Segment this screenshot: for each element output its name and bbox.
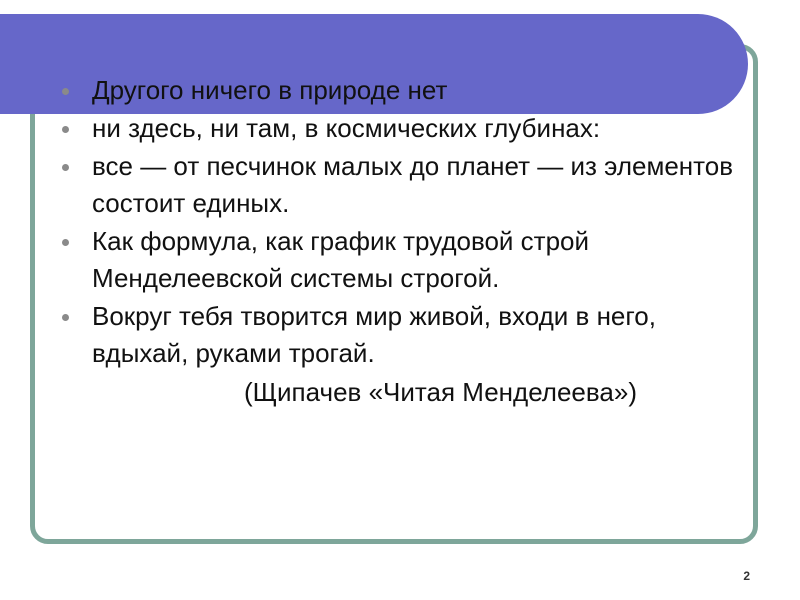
bullet-text: Как формула, как график трудовой строй Менделеевской системы строгой. (92, 226, 590, 293)
bullet-text: Вокруг тебя творится мир живой, входи в него, вдыхай, руками трогай. (92, 301, 656, 368)
bullet-dot-icon (62, 239, 69, 246)
bullet-item (56, 148, 736, 222)
bullet-text: ни здесь, ни там, в космических глубинах: (92, 113, 601, 143)
bullet-dot-icon (62, 164, 69, 171)
bullet-item (56, 298, 736, 372)
bullet-item (56, 223, 736, 297)
slide-content (56, 72, 736, 411)
bullet-dot-icon (62, 88, 69, 95)
bullet-text: все — от песчинок малых до планет — из элементов состоит единых. (92, 151, 734, 218)
bullet-dot-icon (62, 314, 69, 321)
bullet-dot-icon (62, 126, 69, 133)
bullet-item (56, 72, 736, 109)
slide-number: 2 (743, 569, 750, 583)
quote-attribution: (Щипачев «Читая Менделеева») (244, 377, 637, 407)
bullet-item (56, 110, 736, 147)
bullet-text: Другого ничего в природе нет (92, 75, 448, 105)
